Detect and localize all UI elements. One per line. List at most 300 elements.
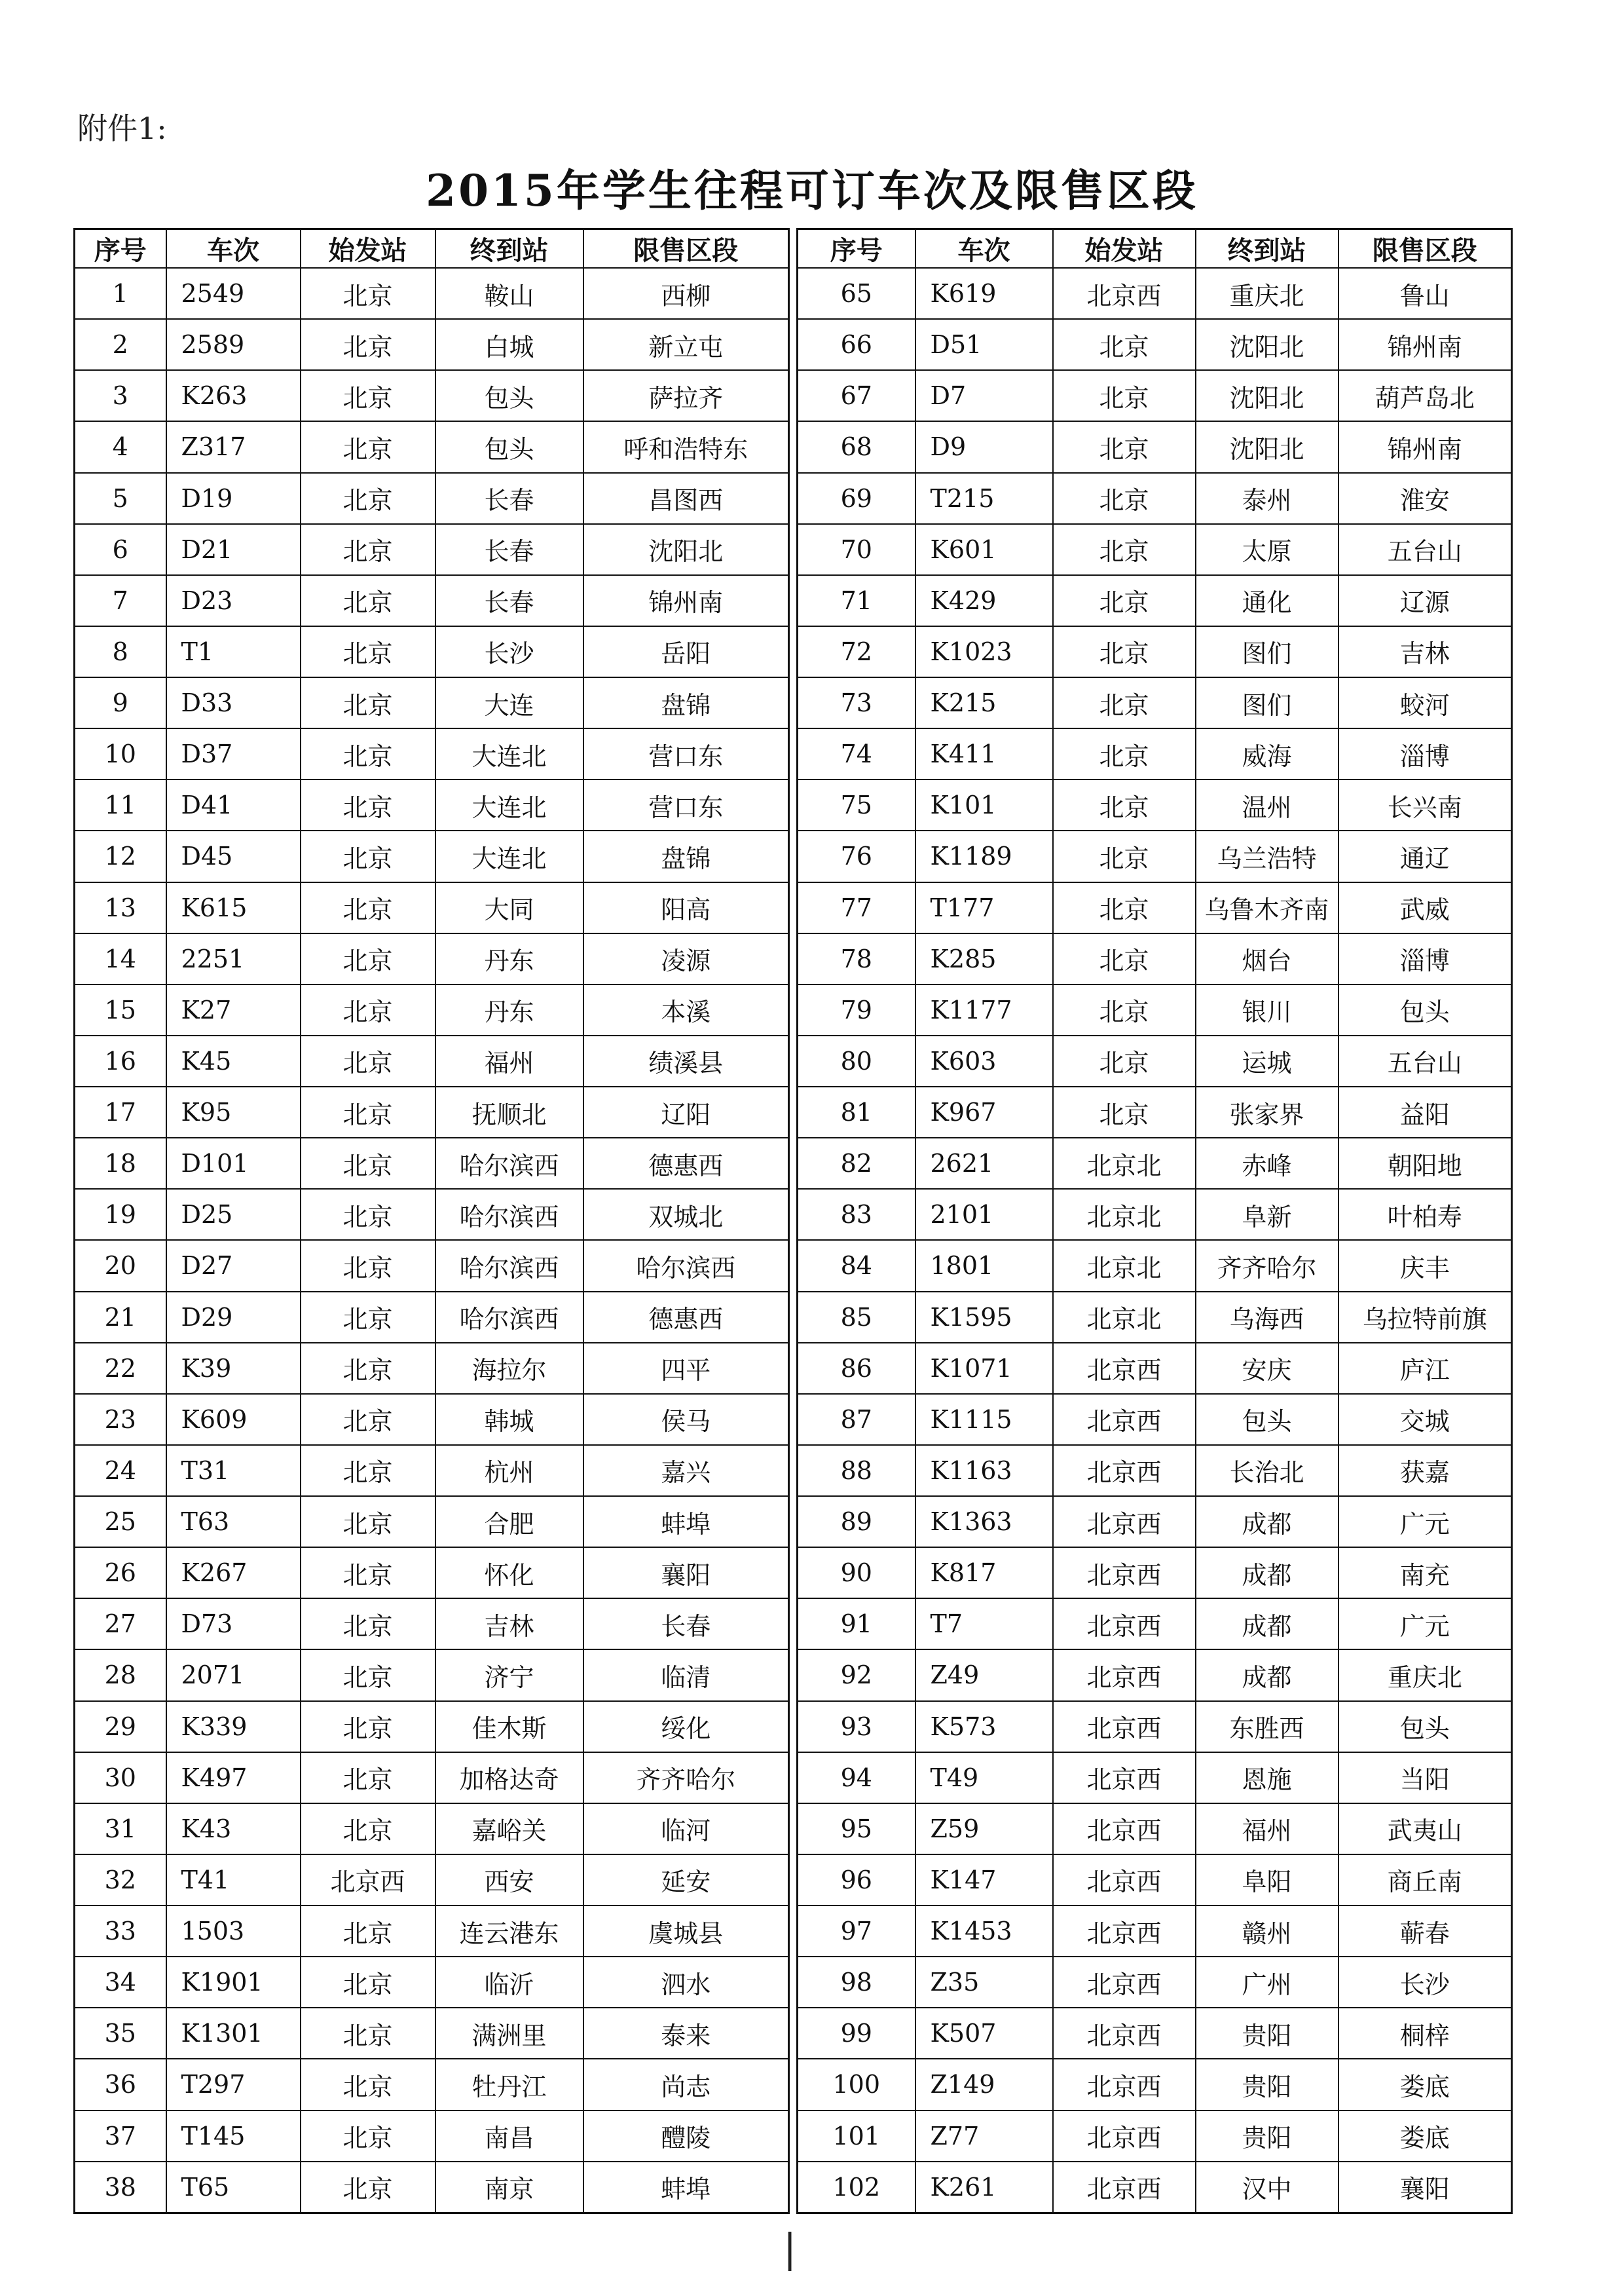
cell-restricted-section: 泗水 bbox=[583, 1957, 789, 2008]
cell-origin: 北京 bbox=[301, 882, 435, 933]
cell-origin: 北京 bbox=[1053, 677, 1196, 728]
table-row bbox=[798, 1189, 1512, 1240]
cell-restricted-section: 蚌埠 bbox=[583, 2162, 789, 2213]
cell-origin: 北京 bbox=[301, 1189, 435, 1240]
cell-seq: 23 bbox=[75, 1394, 166, 1445]
table-row bbox=[75, 268, 789, 319]
cell-train: K967 bbox=[915, 1087, 1053, 1138]
attachment-label: 附件1: bbox=[77, 111, 167, 146]
cell-seq: 32 bbox=[75, 1854, 166, 1905]
table-row bbox=[798, 1445, 1512, 1496]
cell-train: T7 bbox=[915, 1598, 1053, 1649]
cell-seq: 93 bbox=[798, 1701, 915, 1752]
cell-seq: 3 bbox=[75, 370, 166, 421]
table-row bbox=[798, 1292, 1512, 1343]
cell-origin: 北京西 bbox=[1053, 1649, 1196, 1700]
cell-seq: 22 bbox=[75, 1343, 166, 1394]
cell-restricted-section: 鲁山 bbox=[1338, 268, 1512, 319]
cell-destination: 加格达奇 bbox=[435, 1752, 583, 1803]
cell-restricted-section: 包头 bbox=[1338, 1701, 1512, 1752]
cell-origin: 北京 bbox=[301, 1496, 435, 1547]
table-row bbox=[75, 524, 789, 575]
cell-destination: 吉林 bbox=[435, 1598, 583, 1649]
cell-destination: 烟台 bbox=[1196, 933, 1338, 985]
cell-destination: 哈尔滨西 bbox=[435, 1292, 583, 1343]
cell-restricted-section: 盘锦 bbox=[583, 677, 789, 728]
cell-restricted-section: 侯马 bbox=[583, 1394, 789, 1445]
cell-origin: 北京 bbox=[1053, 831, 1196, 882]
cell-restricted-section: 益阳 bbox=[1338, 1087, 1512, 1138]
cell-origin: 北京西 bbox=[1053, 1854, 1196, 1905]
cell-origin: 北京北 bbox=[1053, 1138, 1196, 1189]
cell-seq: 92 bbox=[798, 1649, 915, 1700]
cell-restricted-section: 四平 bbox=[583, 1343, 789, 1394]
cell-restricted-section: 朝阳地 bbox=[1338, 1138, 1512, 1189]
cell-destination: 长沙 bbox=[435, 626, 583, 677]
cell-origin: 北京 bbox=[301, 728, 435, 779]
cell-origin: 北京 bbox=[1053, 575, 1196, 626]
cell-train: K615 bbox=[166, 882, 301, 933]
cell-destination: 乌海西 bbox=[1196, 1292, 1338, 1343]
table-row bbox=[798, 1803, 1512, 1854]
cell-destination: 佳木斯 bbox=[435, 1701, 583, 1752]
cell-origin: 北京西 bbox=[1053, 1598, 1196, 1649]
table-row bbox=[798, 779, 1512, 831]
cell-origin: 北京 bbox=[1053, 524, 1196, 575]
cell-restricted-section: 营口东 bbox=[583, 728, 789, 779]
cell-train: K429 bbox=[915, 575, 1053, 626]
cell-restricted-section: 当阳 bbox=[1338, 1752, 1512, 1803]
cell-seq: 90 bbox=[798, 1547, 915, 1598]
cell-destination: 赤峰 bbox=[1196, 1138, 1338, 1189]
cell-origin: 北京西 bbox=[1053, 2008, 1196, 2059]
cell-train: K263 bbox=[166, 370, 301, 421]
cell-train: 1801 bbox=[915, 1240, 1053, 1291]
cell-restricted-section: 乌拉特前旗 bbox=[1338, 1292, 1512, 1343]
cell-seq: 84 bbox=[798, 1240, 915, 1291]
cell-seq: 91 bbox=[798, 1598, 915, 1649]
table-row bbox=[75, 575, 789, 626]
cell-origin: 北京 bbox=[301, 1343, 435, 1394]
cell-seq: 87 bbox=[798, 1394, 915, 1445]
header-destination: 终到站 bbox=[435, 229, 583, 269]
cell-restricted-section: 本溪 bbox=[583, 985, 789, 1036]
cell-restricted-section: 蕲春 bbox=[1338, 1905, 1512, 1957]
table-row bbox=[798, 2111, 1512, 2162]
cell-train: K1115 bbox=[915, 1394, 1053, 1445]
cell-train: D25 bbox=[166, 1189, 301, 1240]
cell-restricted-section: 岳阳 bbox=[583, 626, 789, 677]
cell-origin: 北京 bbox=[1053, 1036, 1196, 1087]
cell-restricted-section: 延安 bbox=[583, 1854, 789, 1905]
cell-train: D21 bbox=[166, 524, 301, 575]
header-train: 车次 bbox=[915, 229, 1053, 269]
cell-train: D9 bbox=[915, 421, 1053, 472]
cell-destination: 沈阳北 bbox=[1196, 319, 1338, 370]
cell-destination: 哈尔滨西 bbox=[435, 1138, 583, 1189]
cell-seq: 28 bbox=[75, 1649, 166, 1700]
table-row bbox=[75, 1445, 789, 1496]
cell-origin: 北京 bbox=[301, 1803, 435, 1854]
cell-destination: 成都 bbox=[1196, 1598, 1338, 1649]
cell-destination: 泰州 bbox=[1196, 473, 1338, 524]
cell-restricted-section: 南充 bbox=[1338, 1547, 1512, 1598]
cell-destination: 阜新 bbox=[1196, 1189, 1338, 1240]
cell-train: K1163 bbox=[915, 1445, 1053, 1496]
cell-destination: 恩施 bbox=[1196, 1752, 1338, 1803]
page-title: 2015年学生往程可订车次及限售区段 bbox=[426, 165, 1198, 216]
cell-seq: 74 bbox=[798, 728, 915, 779]
cell-restricted-section: 五台山 bbox=[1338, 1036, 1512, 1087]
cell-seq: 35 bbox=[75, 2008, 166, 2059]
cell-seq: 70 bbox=[798, 524, 915, 575]
cell-destination: 太原 bbox=[1196, 524, 1338, 575]
cell-destination: 丹东 bbox=[435, 985, 583, 1036]
cell-train: K215 bbox=[915, 677, 1053, 728]
cell-seq: 71 bbox=[798, 575, 915, 626]
cell-destination: 银川 bbox=[1196, 985, 1338, 1036]
cell-seq: 97 bbox=[798, 1905, 915, 1957]
table-row bbox=[75, 882, 789, 933]
cell-train: T145 bbox=[166, 2111, 301, 2162]
cell-train: K619 bbox=[915, 268, 1053, 319]
cell-origin: 北京 bbox=[301, 985, 435, 1036]
cell-destination: 南京 bbox=[435, 2162, 583, 2213]
cell-restricted-section: 叶柏寿 bbox=[1338, 1189, 1512, 1240]
cell-train: D33 bbox=[166, 677, 301, 728]
table-row bbox=[798, 728, 1512, 779]
cell-destination: 乌鲁木齐南 bbox=[1196, 882, 1338, 933]
cell-origin: 北京 bbox=[301, 1240, 435, 1291]
cell-seq: 37 bbox=[75, 2111, 166, 2162]
cell-destination: 包头 bbox=[1196, 1394, 1338, 1445]
cell-restricted-section: 吉林 bbox=[1338, 626, 1512, 677]
cell-train: K101 bbox=[915, 779, 1053, 831]
cell-restricted-section: 绥化 bbox=[583, 1701, 789, 1752]
cell-destination: 沈阳北 bbox=[1196, 370, 1338, 421]
cell-train: K601 bbox=[915, 524, 1053, 575]
cell-destination: 济宁 bbox=[435, 1649, 583, 1700]
cell-restricted-section: 葫芦岛北 bbox=[1338, 370, 1512, 421]
table-row bbox=[798, 268, 1512, 319]
cell-train: K147 bbox=[915, 1854, 1053, 1905]
cell-restricted-section: 桐梓 bbox=[1338, 2008, 1512, 2059]
cell-train: T177 bbox=[915, 882, 1053, 933]
cell-seq: 95 bbox=[798, 1803, 915, 1854]
table-row bbox=[798, 1240, 1512, 1291]
cell-seq: 75 bbox=[798, 779, 915, 831]
header-origin: 始发站 bbox=[1053, 229, 1196, 269]
cell-origin: 北京 bbox=[301, 421, 435, 472]
table-row bbox=[75, 2162, 789, 2213]
table-row bbox=[798, 1496, 1512, 1547]
cell-seq: 17 bbox=[75, 1087, 166, 1138]
cell-train: Z317 bbox=[166, 421, 301, 472]
cell-restricted-section: 武威 bbox=[1338, 882, 1512, 933]
cell-origin: 北京西 bbox=[1053, 1803, 1196, 1854]
cell-origin: 北京西 bbox=[1053, 1905, 1196, 1957]
cell-restricted-section: 长春 bbox=[583, 1598, 789, 1649]
table-row bbox=[75, 728, 789, 779]
cell-destination: 长治北 bbox=[1196, 1445, 1338, 1496]
header-seq: 序号 bbox=[75, 229, 166, 269]
cell-train: D73 bbox=[166, 1598, 301, 1649]
cell-seq: 68 bbox=[798, 421, 915, 472]
cell-origin: 北京 bbox=[301, 2162, 435, 2213]
cell-origin: 北京 bbox=[301, 2059, 435, 2110]
table-row bbox=[798, 933, 1512, 985]
table-row bbox=[798, 1598, 1512, 1649]
cell-seq: 27 bbox=[75, 1598, 166, 1649]
cell-destination: 丹东 bbox=[435, 933, 583, 985]
table-row bbox=[75, 473, 789, 524]
cell-destination: 威海 bbox=[1196, 728, 1338, 779]
cell-restricted-section: 辽源 bbox=[1338, 575, 1512, 626]
cell-restricted-section: 盘锦 bbox=[583, 831, 789, 882]
cell-seq: 102 bbox=[798, 2162, 915, 2213]
cell-train: K267 bbox=[166, 1547, 301, 1598]
cell-seq: 79 bbox=[798, 985, 915, 1036]
cell-origin: 北京 bbox=[301, 319, 435, 370]
cell-destination: 抚顺北 bbox=[435, 1087, 583, 1138]
cell-restricted-section: 辽阳 bbox=[583, 1087, 789, 1138]
cell-seq: 100 bbox=[798, 2059, 915, 2110]
cell-seq: 76 bbox=[798, 831, 915, 882]
cell-seq: 1 bbox=[75, 268, 166, 319]
cell-seq: 86 bbox=[798, 1343, 915, 1394]
cell-origin: 北京 bbox=[301, 1445, 435, 1496]
cell-origin: 北京 bbox=[1053, 626, 1196, 677]
cell-train: T49 bbox=[915, 1752, 1053, 1803]
cell-seq: 10 bbox=[75, 728, 166, 779]
cell-train: 1503 bbox=[166, 1905, 301, 1957]
header-train: 车次 bbox=[166, 229, 301, 269]
cell-destination: 怀化 bbox=[435, 1547, 583, 1598]
table-row bbox=[798, 1087, 1512, 1138]
cell-origin: 北京 bbox=[301, 473, 435, 524]
cell-origin: 北京 bbox=[1053, 933, 1196, 985]
cell-origin: 北京 bbox=[301, 1701, 435, 1752]
cell-restricted-section: 淮安 bbox=[1338, 473, 1512, 524]
cell-origin: 北京 bbox=[1053, 370, 1196, 421]
cell-seq: 7 bbox=[75, 575, 166, 626]
cell-seq: 36 bbox=[75, 2059, 166, 2110]
cell-train: K609 bbox=[166, 1394, 301, 1445]
schedule-table-right bbox=[796, 228, 1513, 2214]
cell-train: Z49 bbox=[915, 1649, 1053, 1700]
cell-seq: 24 bbox=[75, 1445, 166, 1496]
cell-restricted-section: 凌源 bbox=[583, 933, 789, 985]
cell-seq: 77 bbox=[798, 882, 915, 933]
table-row bbox=[75, 1496, 789, 1547]
cell-restricted-section: 萨拉齐 bbox=[583, 370, 789, 421]
cell-seq: 78 bbox=[798, 933, 915, 985]
cell-origin: 北京 bbox=[301, 677, 435, 728]
cell-restricted-section: 广元 bbox=[1338, 1496, 1512, 1547]
table-row bbox=[75, 1701, 789, 1752]
cell-train: K507 bbox=[915, 2008, 1053, 2059]
cell-train: K95 bbox=[166, 1087, 301, 1138]
cell-origin: 北京北 bbox=[1053, 1240, 1196, 1291]
cell-origin: 北京 bbox=[301, 1292, 435, 1343]
cell-restricted-section: 西柳 bbox=[583, 268, 789, 319]
cell-seq: 73 bbox=[798, 677, 915, 728]
cell-train: K39 bbox=[166, 1343, 301, 1394]
cell-origin: 北京 bbox=[301, 1598, 435, 1649]
table-row bbox=[75, 1598, 789, 1649]
table-row bbox=[75, 421, 789, 472]
cell-seq: 88 bbox=[798, 1445, 915, 1496]
cell-train: Z35 bbox=[915, 1957, 1053, 2008]
cell-train: K497 bbox=[166, 1752, 301, 1803]
header-seq: 序号 bbox=[798, 229, 915, 269]
cell-destination: 乌兰浩特 bbox=[1196, 831, 1338, 882]
cell-train: K1177 bbox=[915, 985, 1053, 1036]
cell-seq: 94 bbox=[798, 1752, 915, 1803]
table-row bbox=[798, 1394, 1512, 1445]
cell-restricted-section: 锦州南 bbox=[1338, 319, 1512, 370]
table-row bbox=[75, 1854, 789, 1905]
cell-destination: 西安 bbox=[435, 1854, 583, 1905]
cell-seq: 6 bbox=[75, 524, 166, 575]
cell-train: K27 bbox=[166, 985, 301, 1036]
cell-restricted-section: 重庆北 bbox=[1338, 1649, 1512, 1700]
cell-restricted-section: 齐齐哈尔 bbox=[583, 1752, 789, 1803]
cell-train: D45 bbox=[166, 831, 301, 882]
table-row bbox=[798, 2059, 1512, 2110]
cell-seq: 26 bbox=[75, 1547, 166, 1598]
cell-seq: 67 bbox=[798, 370, 915, 421]
cell-train: K43 bbox=[166, 1803, 301, 1854]
cell-restricted-section: 长沙 bbox=[1338, 1957, 1512, 2008]
table-row bbox=[798, 1138, 1512, 1189]
cell-restricted-section: 庆丰 bbox=[1338, 1240, 1512, 1291]
cell-train: Z77 bbox=[915, 2111, 1053, 2162]
tables-container bbox=[73, 228, 1509, 2214]
cell-destination: 大连北 bbox=[435, 831, 583, 882]
cell-train: K285 bbox=[915, 933, 1053, 985]
cell-seq: 33 bbox=[75, 1905, 166, 1957]
cell-train: K603 bbox=[915, 1036, 1053, 1087]
cell-destination: 合肥 bbox=[435, 1496, 583, 1547]
cell-seq: 15 bbox=[75, 985, 166, 1036]
cell-destination: 温州 bbox=[1196, 779, 1338, 831]
cell-train: T297 bbox=[166, 2059, 301, 2110]
table-row bbox=[75, 1087, 789, 1138]
cell-train: K411 bbox=[915, 728, 1053, 779]
table-row bbox=[75, 831, 789, 882]
table-row bbox=[75, 2111, 789, 2162]
cell-destination: 长春 bbox=[435, 575, 583, 626]
table-row bbox=[798, 370, 1512, 421]
cell-origin: 北京 bbox=[1053, 473, 1196, 524]
cell-origin: 北京 bbox=[301, 831, 435, 882]
cell-train: K1453 bbox=[915, 1905, 1053, 1957]
table-row bbox=[75, 1240, 789, 1291]
cell-restricted-section: 武夷山 bbox=[1338, 1803, 1512, 1854]
cell-destination: 杭州 bbox=[435, 1445, 583, 1496]
cell-destination: 福州 bbox=[435, 1036, 583, 1087]
table-row bbox=[798, 1036, 1512, 1087]
cell-origin: 北京西 bbox=[1053, 1701, 1196, 1752]
table-row bbox=[798, 473, 1512, 524]
cell-origin: 北京 bbox=[301, 779, 435, 831]
cell-train: D41 bbox=[166, 779, 301, 831]
cell-seq: 19 bbox=[75, 1189, 166, 1240]
table-row bbox=[75, 370, 789, 421]
cell-destination: 嘉峪关 bbox=[435, 1803, 583, 1854]
cell-seq: 66 bbox=[798, 319, 915, 370]
cell-origin: 北京西 bbox=[1053, 1343, 1196, 1394]
cell-seq: 21 bbox=[75, 1292, 166, 1343]
cell-restricted-section: 襄阳 bbox=[583, 1547, 789, 1598]
cell-train: T41 bbox=[166, 1854, 301, 1905]
table-row bbox=[798, 1854, 1512, 1905]
cell-origin: 北京 bbox=[301, 268, 435, 319]
table-row bbox=[798, 882, 1512, 933]
cell-train: Z149 bbox=[915, 2059, 1053, 2110]
cell-train: 2101 bbox=[915, 1189, 1053, 1240]
cell-restricted-section: 蚌埠 bbox=[583, 1496, 789, 1547]
header-row bbox=[798, 229, 1512, 269]
header-destination: 终到站 bbox=[1196, 229, 1338, 269]
table-row bbox=[798, 1752, 1512, 1803]
cell-seq: 16 bbox=[75, 1036, 166, 1087]
cell-train: T31 bbox=[166, 1445, 301, 1496]
cell-seq: 69 bbox=[798, 473, 915, 524]
cell-seq: 20 bbox=[75, 1240, 166, 1291]
cell-origin: 北京 bbox=[301, 1905, 435, 1957]
cell-destination: 成都 bbox=[1196, 1649, 1338, 1700]
cell-origin: 北京西 bbox=[1053, 1957, 1196, 2008]
cell-destination: 大连 bbox=[435, 677, 583, 728]
cell-destination: 包头 bbox=[435, 370, 583, 421]
cell-origin: 北京 bbox=[301, 2008, 435, 2059]
cell-destination: 图们 bbox=[1196, 626, 1338, 677]
cell-restricted-section: 哈尔滨西 bbox=[583, 1240, 789, 1291]
cell-seq: 101 bbox=[798, 2111, 915, 2162]
cell-train: D19 bbox=[166, 473, 301, 524]
cell-destination: 哈尔滨西 bbox=[435, 1189, 583, 1240]
cell-train: K1901 bbox=[166, 1957, 301, 2008]
cell-destination: 哈尔滨西 bbox=[435, 1240, 583, 1291]
cell-train: 2589 bbox=[166, 319, 301, 370]
table-row bbox=[75, 1292, 789, 1343]
cell-restricted-section: 醴陵 bbox=[583, 2111, 789, 2162]
cell-train: D27 bbox=[166, 1240, 301, 1291]
cell-origin: 北京 bbox=[301, 1394, 435, 1445]
cell-seq: 89 bbox=[798, 1496, 915, 1547]
table-row bbox=[798, 575, 1512, 626]
cell-train: D29 bbox=[166, 1292, 301, 1343]
cell-seq: 12 bbox=[75, 831, 166, 882]
cell-train: K573 bbox=[915, 1701, 1053, 1752]
cell-destination: 长春 bbox=[435, 524, 583, 575]
cell-origin: 北京西 bbox=[1053, 1445, 1196, 1496]
table-row bbox=[75, 319, 789, 370]
cell-train: K1023 bbox=[915, 626, 1053, 677]
cell-origin: 北京西 bbox=[1053, 2162, 1196, 2213]
table-row bbox=[75, 1036, 789, 1087]
cell-restricted-section: 尚志 bbox=[583, 2059, 789, 2110]
cell-restricted-section: 阳高 bbox=[583, 882, 789, 933]
cell-restricted-section: 包头 bbox=[1338, 985, 1512, 1036]
cell-destination: 图们 bbox=[1196, 677, 1338, 728]
cell-origin: 北京 bbox=[301, 1138, 435, 1189]
cell-origin: 北京 bbox=[301, 933, 435, 985]
cell-origin: 北京 bbox=[1053, 319, 1196, 370]
cell-restricted-section: 五台山 bbox=[1338, 524, 1512, 575]
